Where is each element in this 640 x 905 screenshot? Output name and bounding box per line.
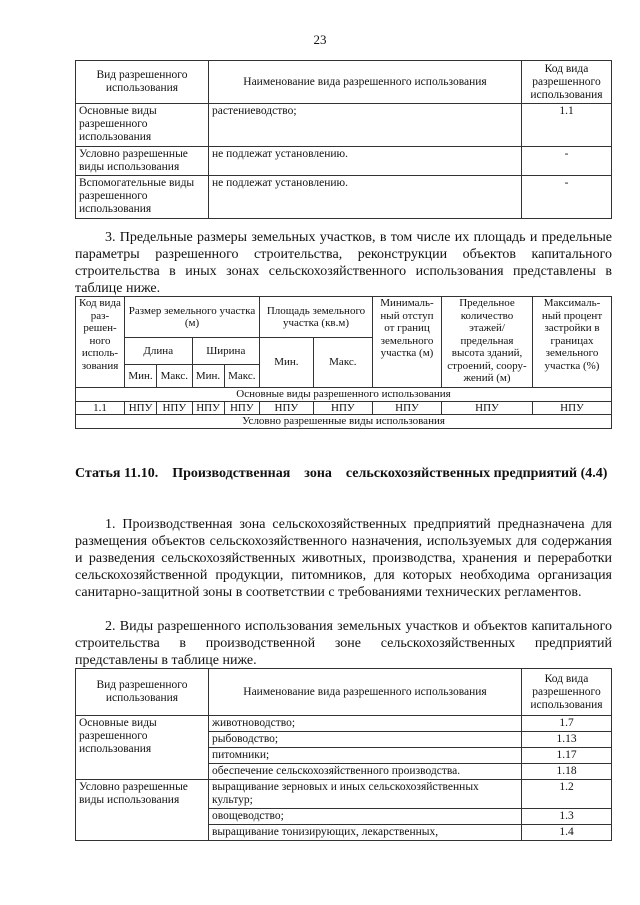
table-row: Основные виды разрешенного использования растениеводство; 1.1 [76, 104, 612, 147]
table-header: Мин. [260, 338, 314, 388]
table-section: Основные виды разрешенного использования [76, 388, 612, 402]
row-group-label: Основные виды разрешенного использования [76, 716, 209, 780]
page-number: 23 [313, 32, 327, 47]
table-header: Вид разрешенного использования [76, 669, 209, 716]
table-permitted-uses-2 [75, 668, 612, 841]
table-section: Условно разрешенные виды использования [76, 415, 612, 429]
table-row: обеспечение сельскохозяйственного производства. 1.18 [76, 764, 612, 780]
table-header: Размер земельного участка (м) [125, 297, 260, 338]
table-limit-sizes: Код вида раз-решен-ного исполь-зования Размер земельного участка (м) Площадь земельного участка (кв.м) Минималь-ный отступ от границ земельного участка (м) Предельное количество этажей/ предельная высота зданий, строений, соору-жений (м) Максималь-ный процент застройки в границах земельного участка (%) Длина Ширина Мин. Макс. Мин. Макс. Мин. Макс. Основные виды разрешенного использования 1.1 НПУ НПУ НПУ НПУ НПУ НПУ НПУ НПУ НПУ Условно разрешенные виды использования [75, 296, 612, 429]
table-header: Код вида разрешенного использования [522, 669, 612, 716]
table-header: Вид разрешенного использования [76, 61, 209, 104]
table-header: Код вида раз-решен-ного исполь-зования [76, 297, 125, 388]
row-group-label: Условно разрешенные виды использования [76, 780, 209, 841]
table-row: Основные виды разрешенного использования животноводство; 1.7 [76, 716, 612, 732]
table-row: 1.1 НПУ НПУ НПУ НПУ НПУ НПУ НПУ НПУ НПУ [76, 401, 612, 415]
table-row: Условно разрешенные виды использования не подлежат установлению. - [76, 147, 612, 176]
table-header: Ширина [192, 338, 260, 365]
table-row: рыбоводство; 1.13 [76, 732, 612, 748]
table-header: Площадь земельного участка (кв.м) [260, 297, 373, 338]
table-header: Предельное количество этажей/ предельная высота зданий, строений, соору-жений (м) [442, 297, 533, 388]
table-row: питомники; 1.17 [76, 748, 612, 764]
table-header: Код вида разрешенного использования [522, 61, 612, 104]
table-row: Условно разрешенные виды использования выращивание зерновых и иных сельскохозяйственных культур; 1.2 [76, 780, 612, 809]
table-row: овощеводство; 1.3 [76, 809, 612, 825]
paragraph-1: 1. Производственная зона сельскохозяйственных предприятий предназначена для размещения объектов сельскохозяйственного назначения, используемых для содержания и разведения сельскохозяйственных животных, производства, хранения и переработки сельскохозяйственной продукции, питомников, для которых необходима организация санитарно-защитной зоны в соответствии с требованиями технических регламентов. [75, 517, 612, 600]
table-header: Наименование вида разрешенного использования [209, 669, 522, 716]
paragraph-2: 2. Виды разрешенного использования земельных участков и объектов капитального строительства в производственной зоне сельскохозяйственных предприятий представлены в таблице ниже. [75, 619, 612, 668]
table-header: Минималь-ный отступ от границ земельного участка (м) [373, 297, 442, 388]
table-header: Максималь-ный процент застройки в границах земельного участка (%) [533, 297, 612, 388]
table-header: Наименование вида разрешенного использования [209, 61, 522, 104]
table-row: Вспомогательные виды разрешенного использования не подлежат установлению. - [76, 176, 612, 219]
table-row: выращивание тонизирующих, лекарственных, 1.4 [76, 825, 612, 841]
article-heading: Статья 11.10. Производственная зона сельскохозяйственных предприятий (4.4) [75, 466, 608, 481]
table-header: Длина [125, 338, 193, 365]
table-header: Макс. [313, 338, 372, 388]
paragraph-3: 3. Предельные размеры земельных участков, в том числе их площадь и предельные параметры разрешенного строительства, реконструкции объектов капитального строительства в иных зонах сельскохозяйственного использования представлены в таблице ниже. [75, 230, 612, 296]
table-permitted-uses-1 [75, 60, 612, 219]
